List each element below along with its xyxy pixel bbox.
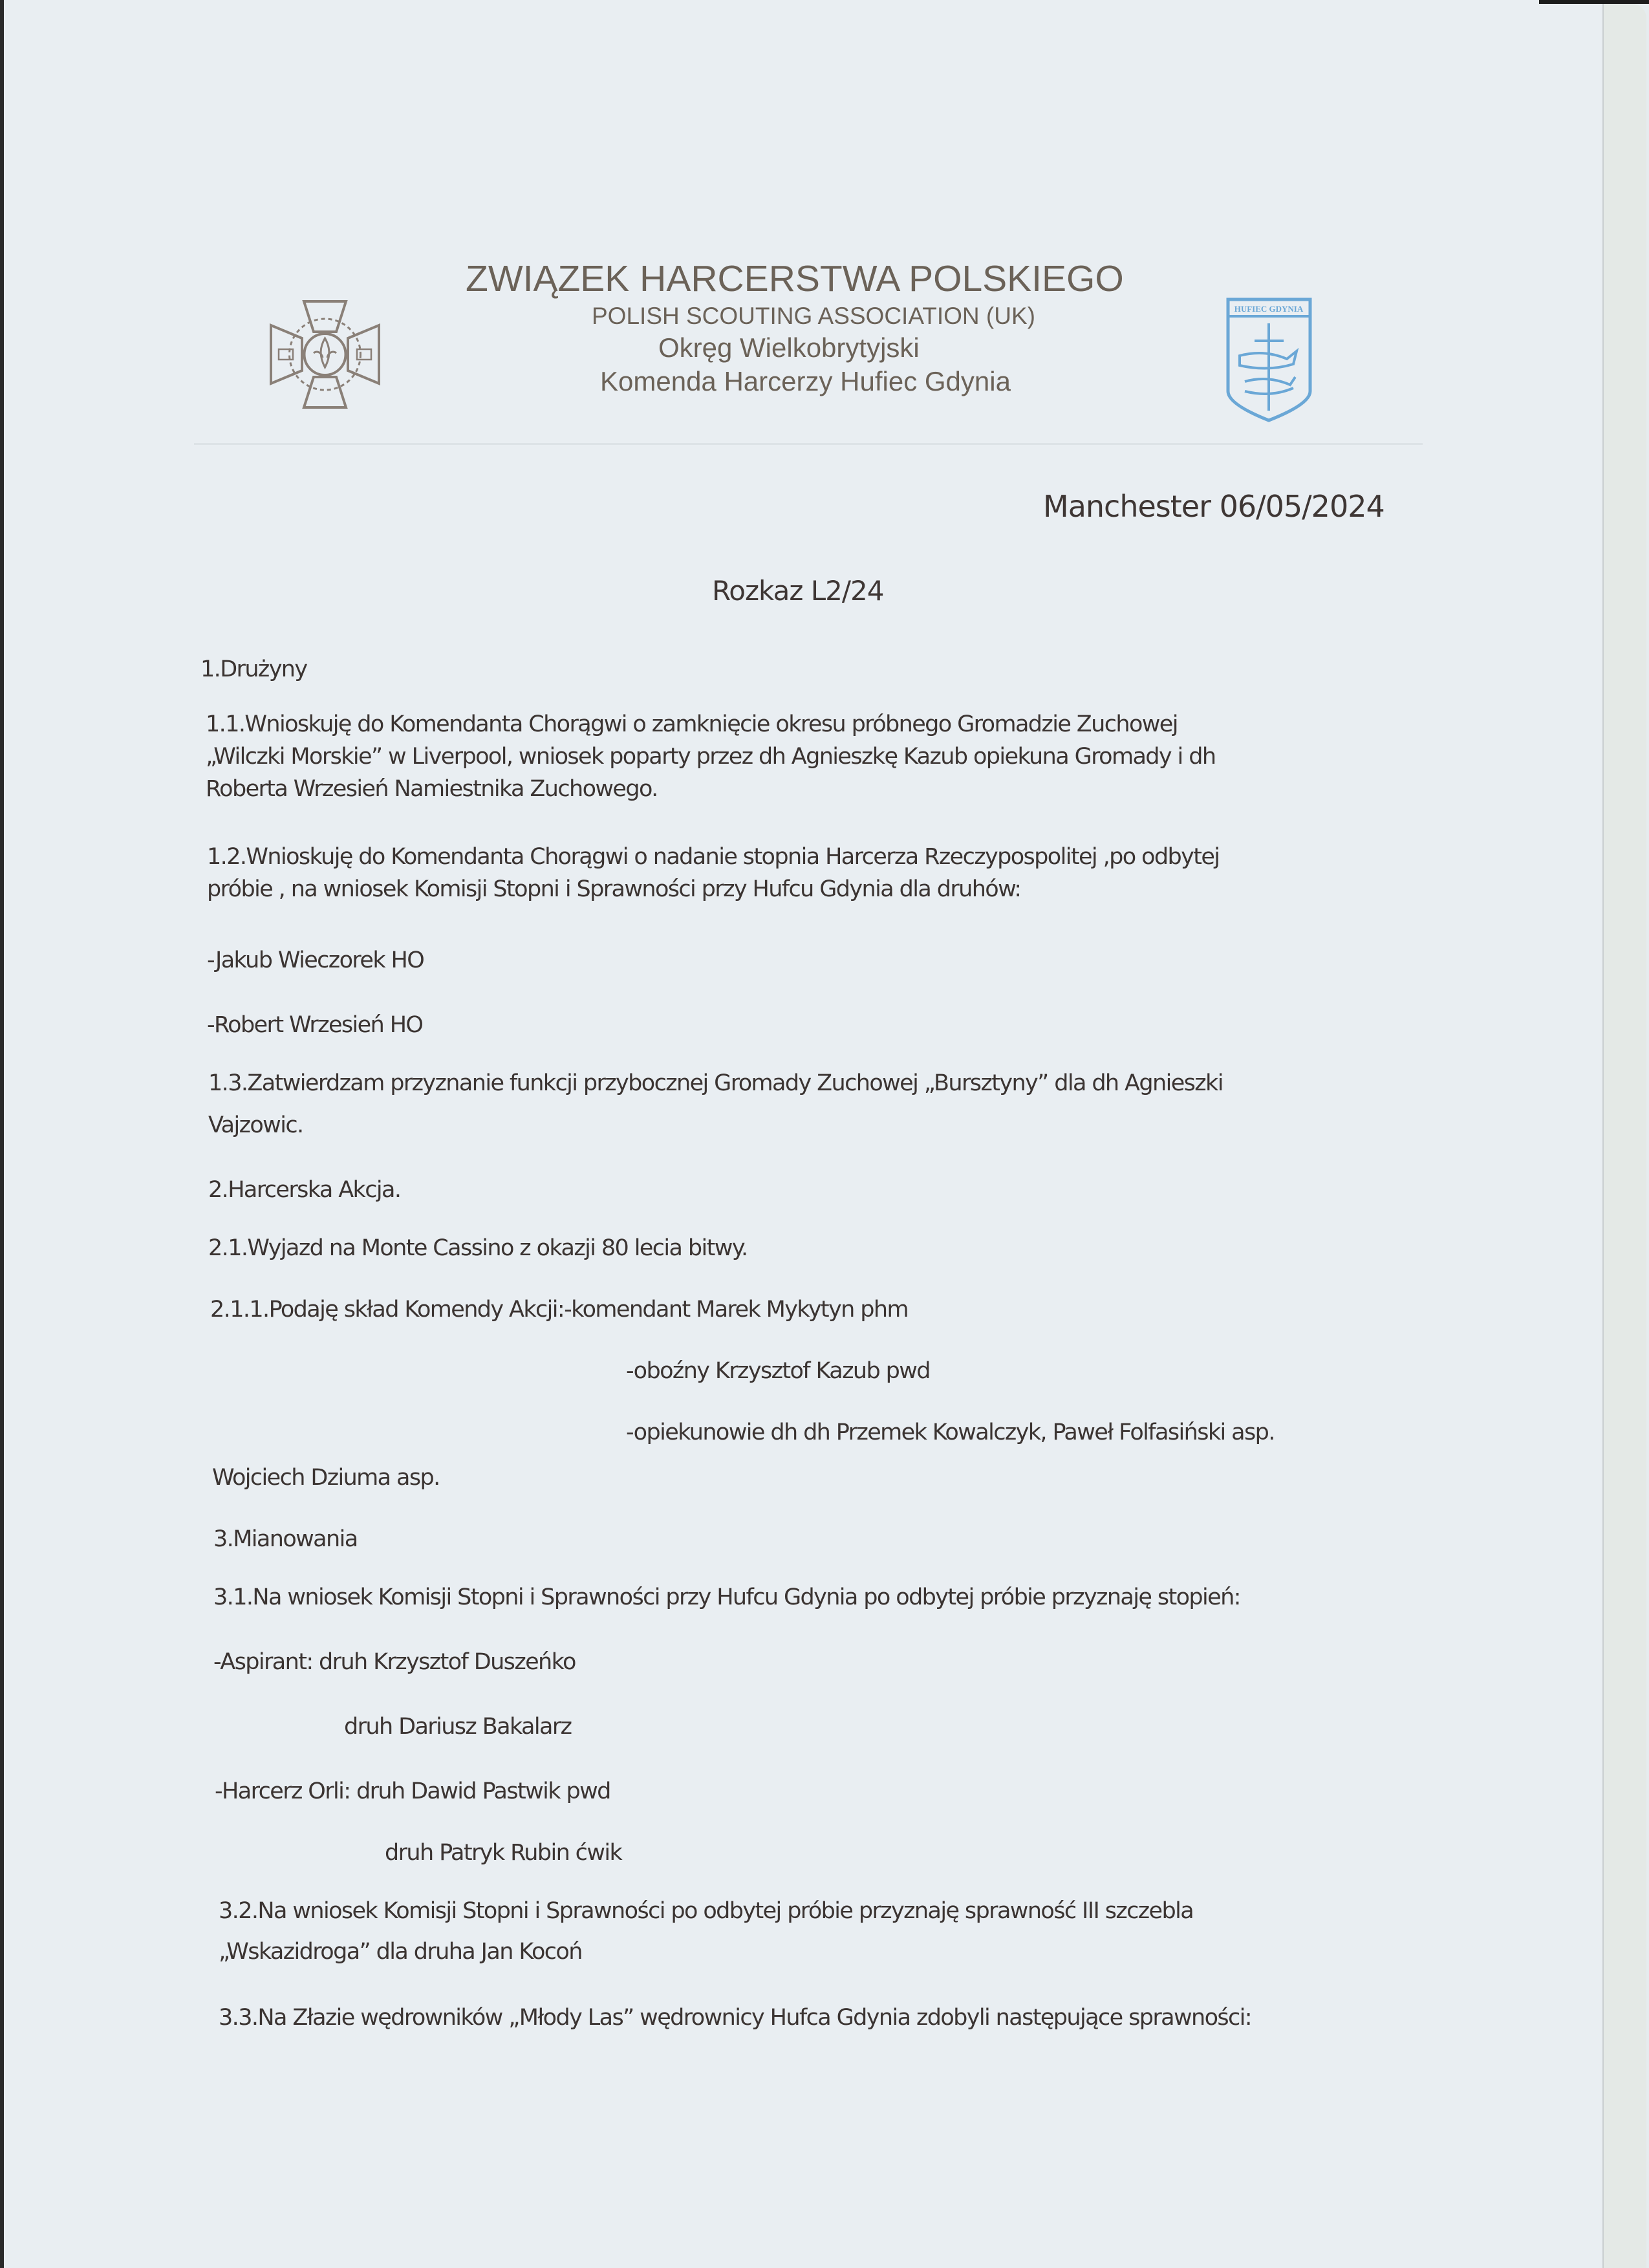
- district-name: Okręg Wielkobrytyjski: [658, 332, 920, 363]
- paragraph-line: 2.1.Wyjazd na Monte Cassino z okazji 80 lecia bitwy.: [208, 1235, 748, 1261]
- paragraph-line: „Wilczki Morskie” w Liverpool, wniosek poparty przez dh Agnieszkę Kazub opiekuna Gromady i dh: [206, 744, 1216, 770]
- list-item: -opiekunowie dh dh Przemek Kowalczyk, Paweł Folfasiński asp.: [626, 1420, 1275, 1445]
- paragraph-line: Vajzowic.: [208, 1112, 303, 1138]
- paragraph-line: Roberta Wrzesień Namiestnika Zuchowego.: [206, 776, 658, 802]
- paragraph-line: „Wskazidroga” dla druha Jan Kocoń: [219, 1939, 582, 1965]
- unit-name: Komenda Harcerzy Hufiec Gdynia: [600, 366, 1011, 396]
- header-divider: [194, 443, 1423, 445]
- paragraph-line: 3.3.Na Złazie wędrowników „Młody Las” wędrownicy Hufca Gdynia zdobyli następujące sprawności:: [219, 2005, 1251, 2031]
- scan-edge-top: [1539, 0, 1649, 4]
- section-heading: 3.Mianowania: [213, 1526, 358, 1552]
- list-item: -Harcerz Orli: druh Dawid Pastwik pwd: [215, 1778, 610, 1804]
- order-title: Rozkaz L2/24: [712, 575, 884, 607]
- list-item: -Robert Wrzesień HO: [207, 1012, 423, 1038]
- list-item: -Aspirant: druh Krzysztof Duszeńko: [213, 1649, 576, 1675]
- paragraph-line: 1.1.Wnioskuję do Komendanta Chorągwi o zamknięcie okresu próbnego Gromadzie Zuchowej: [206, 711, 1178, 737]
- section-heading: 2.Harcerska Akcja.: [208, 1177, 401, 1203]
- paragraph-line: 1.3.Zatwierdzam przyznanie funkcji przybocznej Gromady Zuchowej „Bursztyny” dla dh Agnieszki: [208, 1070, 1223, 1096]
- list-item: druh Dariusz Bakalarz: [344, 1714, 572, 1740]
- list-item: -Jakub Wieczorek HO: [207, 947, 424, 973]
- paragraph-line: 3.1.Na wniosek Komisji Stopni i Sprawności przy Hufcu Gdynia po odbytej próbie przyznaję stopień:: [213, 1584, 1240, 1610]
- list-item: druh Patryk Rubin ćwik: [385, 1840, 622, 1866]
- section-heading: 1.Drużyny: [200, 656, 307, 682]
- paragraph-line: 3.2.Na wniosek Komisji Stopni i Sprawności po odbytej próbie przyznaję sprawność III szczebla: [219, 1898, 1194, 1924]
- org-name-english: POLISH SCOUTING ASSOCIATION (UK): [592, 303, 1035, 329]
- list-item: -oboźny Krzysztof Kazub pwd: [626, 1358, 930, 1384]
- place-date: Manchester 06/05/2024: [1043, 489, 1385, 524]
- org-name: ZWIĄZEK HARCERSTWA POLSKIEGO: [466, 258, 1124, 299]
- shield-label: HUFIEC GDYNIA: [1234, 304, 1304, 314]
- paragraph-line: 2.1.1.Podaję skład Komendy Akcji:-komendant Marek Mykytyn phm: [210, 1297, 908, 1323]
- hufiec-gdynia-shield-icon: [1225, 294, 1313, 424]
- scout-cross-icon: [268, 296, 382, 413]
- paragraph-line: próbie , na wniosek Komisji Stopni i Sprawności przy Hufcu Gdynia dla druhów:: [207, 876, 1021, 902]
- paragraph-line: 1.2.Wnioskuję do Komendanta Chorągwi o nadanie stopnia Harcerza Rzeczypospolitej ,po odbytej: [207, 844, 1220, 870]
- scan-edge-right: [1602, 4, 1646, 2268]
- paragraph-line: Wojciech Dziuma asp.: [212, 1465, 440, 1491]
